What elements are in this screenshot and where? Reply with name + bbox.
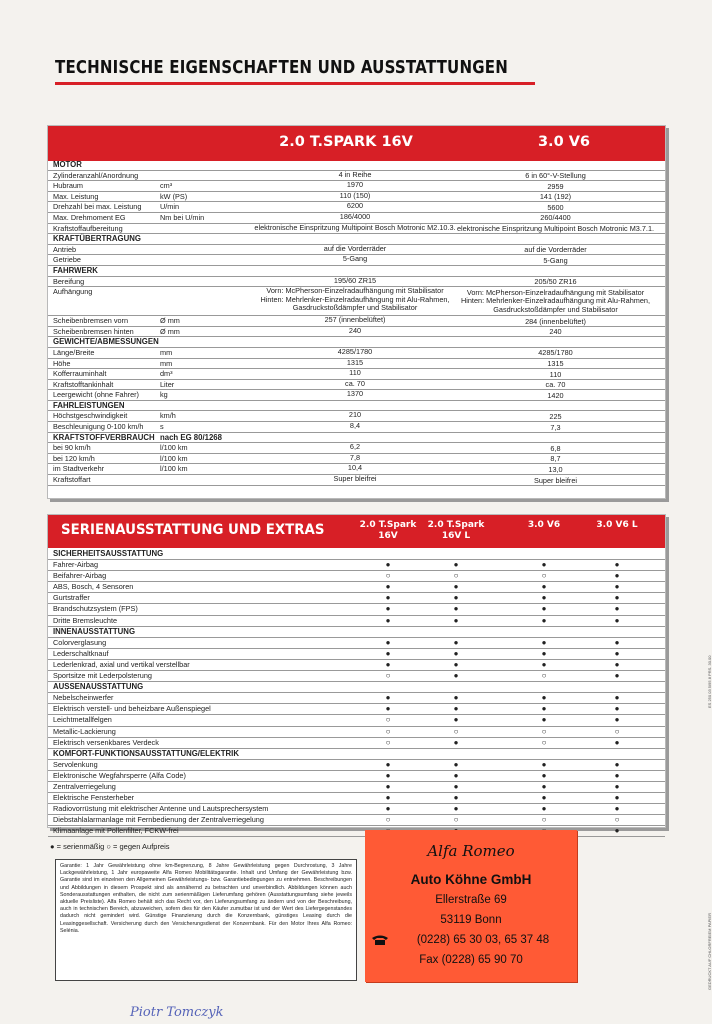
equipment-row [48, 738, 665, 749]
optional-mark: ○ [385, 726, 391, 736]
standard-mark: ● [385, 659, 391, 669]
spec-value-2-0: 8,4 [349, 421, 361, 431]
spec-value-3-0: 1420 [547, 390, 564, 400]
specs-col-header-2: 3.0 V6 [537, 134, 591, 150]
equipment-label: Gurtstraffer [53, 593, 90, 603]
spec-unit: s [160, 422, 164, 432]
standard-mark: ● [453, 704, 459, 714]
guarantee-text: Garantie: 1 Jahr Gewährleistung ohne km-Begrenzung, 8 Jahre Gewährleistung gegen Durchrostung, 3 Jahre Lackgewährleistung, 1 Jahr europaweite Alfa Romeo Mobilitätsgarantie. Inhalt und Umfang der Gewährleistung bzw. Garantie sind im einzelnen den Allgemeinen Gewährleistungs- bzw. Garantiebedingungen zu entnehmen. Beschreibungen und Abbildungen in diesem Prospekt sind als annähernd zu betrachten und unverbindlich. Abbildungen können auch Sonderausstattungen enthalten, die nicht zum serienmäßigen Lieferumfang gehören (Ausstattungsumfang siehe jeweils aktuelle Preisliste). Alfa Romeo behält sich das Recht vor, den Lieferungsumfang zu ändern und von der Beschreibung, auch in technischen Bereich, abzuweichen, sofern dies für den Käufer zumutbar ist und der Wert des Liefergegenstandes dadurch nicht gemindert wird. Günstige Finanzierung durch die Konzernbank, günstiges Leasing durch die Leasinggesellschaft. Versicherung durch den Versicherungsdienst der Konzernbank. Für den Motor Ihres Alfa Romeo: Selénia. [60, 863, 352, 934]
equipment-table [48, 549, 665, 837]
spec-value-2-0: 195/60 ZR15 [333, 275, 377, 285]
equipment-row [48, 727, 665, 738]
equipment-label: Elektrisch verstell- und beheizbare Außenspiegel [53, 704, 211, 714]
spec-value-2-0: 110 [349, 368, 361, 378]
spec-value-3-0: elektronische Einspritzung Multipoint Bosch Motronic M3.7.1. [456, 224, 655, 234]
standard-mark: ● [541, 693, 547, 703]
spec-section-heading [48, 266, 665, 277]
standard-mark: ● [453, 804, 459, 814]
standard-mark: ● [541, 560, 547, 570]
equipment-col-header: 3.0 V6 L [596, 520, 638, 530]
optional-mark: ○ [385, 737, 391, 747]
spec-label: FAHRWERK [53, 265, 98, 275]
standard-mark: ● [453, 793, 459, 803]
equipment-label: Servolenkung [53, 759, 98, 769]
equipment-row [48, 715, 665, 726]
standard-mark: ● [541, 615, 547, 625]
spec-value-2-0: auf die Vorderräder [323, 243, 387, 253]
spec-label: Kofferrauminhalt [53, 369, 107, 379]
spec-label: Bereifung [53, 276, 85, 286]
spec-unit: l/100 km [160, 464, 188, 474]
standard-mark: ● [453, 737, 459, 747]
equipment-row [48, 771, 665, 782]
spec-unit: Nm bei U/min [160, 212, 205, 222]
equipment-section-heading [48, 749, 665, 760]
equipment-col-header: 2.0 T.Spark 16V [359, 520, 417, 541]
spec-label: KRAFTÜBERTRAGUNG [53, 234, 141, 244]
spec-label: KRAFTSTOFFVERBRAUCH [53, 432, 155, 442]
equipment-col-header: 3.0 V6 [527, 520, 561, 530]
equipment-title: SERIENAUSSTATTUNG UND EXTRAS [61, 522, 325, 538]
equipment-label: SICHERHEITSAUSSTATTUNG [53, 549, 164, 558]
equipment-label: Brandschutzsystem (FPS) [53, 604, 138, 614]
page-title: TECHNISCHE EIGENSCHAFTEN UND AUSSTATTUNGEN [55, 58, 508, 78]
equipment-row [48, 593, 665, 604]
specs-col-header-1: 2.0 T.SPARK 16V [279, 134, 413, 150]
spec-value-3-0: 5-Gang [543, 255, 568, 265]
dealer-city: 53119 Bonn [440, 914, 502, 926]
standard-mark: ● [453, 593, 459, 603]
spec-label: bei 90 km/h [53, 443, 91, 453]
standard-mark: ● [541, 759, 547, 769]
spec-label: Länge/Breite [53, 347, 95, 357]
standard-mark: ● [453, 615, 459, 625]
standard-mark: ● [614, 693, 620, 703]
standard-mark: ● [614, 615, 620, 625]
spec-unit: l/100 km [160, 453, 188, 463]
optional-mark: ○ [541, 815, 547, 825]
spec-row [48, 213, 665, 224]
equipment-label: INNENAUSSTATTUNG [53, 626, 136, 636]
equipment-section-heading [48, 682, 665, 693]
optional-mark: ○ [614, 815, 620, 825]
equipment-row [48, 760, 665, 771]
spec-value-3-0: 1315 [547, 359, 564, 368]
equipment-label: Elektrisch versenkbares Verdeck [53, 737, 159, 747]
technical-specs-panel [47, 125, 666, 499]
spec-value-3-0: 6 in 60°-V-Stellung [525, 171, 586, 181]
standard-mark: ● [614, 582, 620, 592]
standard-mark: ● [614, 648, 620, 658]
standard-mark: ● [385, 648, 391, 658]
spec-value-2-0: 7,8 [349, 452, 361, 462]
spec-label: Scheibenbremsen hinten [53, 326, 134, 336]
equipment-label: Radiovorrüstung mit elektrischer Antenne und Lautsprechersystem [53, 804, 269, 814]
spec-label: bei 120 km/h [53, 453, 95, 463]
spec-row [48, 422, 665, 433]
optional-mark: ○ [385, 715, 391, 725]
spec-row [48, 287, 665, 316]
standard-mark: ● [541, 804, 547, 814]
equipment-row [48, 616, 665, 627]
standard-mark: ● [385, 793, 391, 803]
standard-mark: ● [541, 648, 547, 658]
standard-mark: ● [614, 737, 620, 747]
equipment-label: Zentralverriegelung [53, 781, 116, 791]
spec-value-2-0: 110 (150) [339, 190, 371, 200]
standard-mark: ● [453, 759, 459, 769]
equipment-panel [47, 514, 666, 836]
equipment-row [48, 649, 665, 660]
standard-mark: ● [385, 604, 391, 614]
standard-mark: ● [453, 715, 459, 725]
spec-label: Kraftstoffart [53, 475, 91, 485]
spec-label: Hubraum [53, 181, 84, 191]
spec-row [48, 390, 665, 401]
standard-mark: ● [453, 637, 459, 647]
standard-mark: ● [614, 715, 620, 725]
dealer-street: Ellerstraße 69 [435, 894, 507, 906]
spec-label: Höhe [53, 358, 71, 368]
guarantee-box [55, 859, 357, 981]
spec-value-3-0: Super bleifrei [534, 475, 577, 485]
spec-value-3-0: 8,7 [550, 454, 561, 464]
equipment-label: Elektrische Fensterheber [53, 793, 135, 803]
equipment-label: ABS, Bosch, 4 Sensoren [53, 582, 134, 592]
standard-mark: ● [541, 770, 547, 780]
optional-mark: ○ [385, 815, 391, 825]
spec-value-2-0: 6200 [346, 201, 364, 211]
dealer-name: Auto Köhne GmbH [410, 872, 532, 887]
spec-value-3-0: 6,8 [550, 443, 561, 453]
equipment-label: Lederschaltknauf [53, 648, 109, 658]
standard-mark: ● [453, 693, 459, 703]
standard-mark: ● [614, 804, 620, 814]
standard-mark: ● [385, 637, 391, 647]
spec-value-3-0: 2959 [547, 181, 564, 191]
standard-mark: ● [541, 604, 547, 614]
standard-mark: ● [385, 693, 391, 703]
standard-mark: ● [453, 659, 459, 669]
spec-value-3-0: 240 [549, 327, 562, 337]
standard-mark: ● [614, 560, 620, 570]
standard-mark: ● [614, 671, 620, 681]
spec-label: Antrieb [53, 244, 77, 254]
spec-label: Aufhängung [53, 287, 93, 297]
spec-value-2-0: 1315 [346, 357, 364, 367]
standard-mark: ● [614, 793, 620, 803]
standard-mark: ● [614, 604, 620, 614]
spec-value-2-0: Super bleifrei [333, 474, 377, 484]
spec-label: Max. Drehmoment EG [53, 212, 126, 222]
equipment-section-heading [48, 627, 665, 638]
optional-mark: ○ [541, 671, 547, 681]
standard-mark: ● [385, 704, 391, 714]
optional-mark: ○ [614, 726, 620, 736]
equipment-row [48, 582, 665, 593]
standard-mark: ● [614, 704, 620, 714]
spec-value-2-0: 186/4000 [339, 211, 371, 221]
standard-mark: ● [541, 793, 547, 803]
spec-value-3-0: ca. 70 [545, 380, 566, 390]
spec-section-heading [48, 160, 665, 171]
equipment-label: Elektronische Wegfahrsperre (Alfa Code) [53, 770, 186, 780]
spec-row [48, 255, 665, 266]
optional-mark: ○ [453, 726, 459, 736]
spec-value-3-0: 5600 [547, 202, 564, 212]
spec-value-2-0: ca. 70 [345, 378, 365, 388]
title-underline [55, 82, 535, 85]
spec-value-2-0: 240 [348, 325, 362, 335]
spec-row [48, 327, 665, 338]
spec-value-3-0: 205/50 ZR16 [534, 277, 577, 287]
spec-label: Kraftstoffaufbereitung [53, 223, 123, 233]
spec-value-2-0: 257 (innenbelüftet) [324, 315, 386, 325]
standard-mark: ● [614, 781, 620, 791]
optional-mark: ○ [385, 671, 391, 681]
standard-mark: ● [541, 582, 547, 592]
spec-value-2-0: 6,2 [349, 442, 361, 452]
standard-mark: ● [614, 770, 620, 780]
standard-mark: ● [614, 571, 620, 581]
margin-print-note: GEDRUCKT AUF CHLORFREIEM PAPIER [707, 913, 712, 990]
equipment-row [48, 704, 665, 715]
spec-value-2-0: 4 in Reihe [338, 169, 372, 179]
spec-value-3-0: 110 [549, 369, 562, 379]
equipment-row [48, 571, 665, 582]
standard-mark: ● [385, 781, 391, 791]
standard-mark: ● [453, 648, 459, 658]
standard-mark: ● [541, 637, 547, 647]
equipment-label: Fahrer-Airbag [53, 560, 99, 570]
spec-unit: l/100 km [160, 443, 188, 453]
spec-row [48, 475, 665, 486]
standard-mark: ● [541, 593, 547, 603]
spec-label: FAHRLEISTUNGEN [53, 400, 125, 410]
spec-value-2-0: Vorn: McPherson-Einzelradaufhängung mit Stabilisator Hinten: Mehrlenker-Einzelradaufhängung mit Alu-Rahmen, Gasdruckstoßdämpfer und Stabilisator [260, 286, 450, 313]
spec-value-2-0: elektronische Einspritzung Multipoint Bosch Motronic M2.10.3. [254, 222, 456, 232]
standard-mark: ● [385, 770, 391, 780]
equipment-label: Sportsitze mit Lederpolsterung [53, 671, 152, 681]
optional-mark: ○ [453, 571, 459, 581]
standard-mark: ● [614, 593, 620, 603]
legend: ● = serienmäßig ○ = gegen Aufpreis [50, 842, 170, 851]
standard-mark: ● [453, 560, 459, 570]
equipment-row [48, 815, 665, 826]
spec-value-3-0: 141 (192) [539, 192, 572, 202]
spec-unit: Ø mm [160, 326, 180, 336]
standard-mark: ● [541, 659, 547, 669]
spec-value-3-0: 4285/1780 [538, 348, 573, 358]
equipment-row [48, 638, 665, 649]
optional-mark: ○ [541, 726, 547, 736]
equipment-label: Lederlenkrad, axial und vertikal verstellbar [53, 659, 190, 669]
handwritten-signature: Piotr Tomczyk [130, 1005, 224, 1020]
spec-value-3-0: 284 (innenbelüftet) [525, 316, 586, 326]
spec-label: im Stadtverkehr [53, 464, 105, 474]
margin-print-code: ES 250 03 5/95 8 PRS. 30.00 [707, 655, 712, 708]
standard-mark: ● [541, 704, 547, 714]
equipment-row [48, 693, 665, 704]
standard-mark: ● [453, 781, 459, 791]
standard-mark: ● [385, 804, 391, 814]
spec-label: Max. Leistung [53, 191, 99, 201]
equipment-label: Nebelscheinwerfer [53, 693, 114, 703]
optional-mark: ○ [385, 571, 391, 581]
standard-mark: ● [385, 593, 391, 603]
standard-mark: ● [453, 582, 459, 592]
optional-mark: ○ [453, 815, 459, 825]
spec-unit: km/h [160, 411, 176, 421]
dealer-stamp [365, 830, 577, 982]
equipment-col-header: 2.0 T.Spark 16V L [427, 520, 485, 541]
standard-mark: ● [385, 560, 391, 570]
spec-value-2-0: 5-Gang [342, 254, 368, 264]
standard-mark: ● [385, 759, 391, 769]
equipment-row [48, 604, 665, 615]
spec-unit: U/min [160, 202, 180, 212]
equipment-label: Beifahrer-Airbag [53, 571, 107, 581]
spec-unit: cm³ [160, 181, 173, 191]
spec-value-3-0: 260/4400 [540, 213, 571, 223]
spec-value-3-0: 225 [549, 411, 562, 421]
equipment-row [48, 560, 665, 571]
optional-mark: ○ [541, 571, 547, 581]
spec-label: Höchstgeschwindigkeit [53, 411, 128, 421]
standard-mark: ● [453, 671, 459, 681]
spec-label: Beschleunigung 0-100 km/h [53, 422, 144, 432]
specs-table [48, 160, 665, 486]
spec-unit: dm³ [160, 369, 173, 379]
spec-row [48, 224, 665, 235]
spec-unit: mm [160, 347, 173, 357]
spec-unit: kg [160, 390, 168, 400]
standard-mark: ● [453, 604, 459, 614]
spec-label: GEWICHTE/ABMESSUNGEN [53, 337, 159, 347]
dealer-fax: Fax (0228) 65 90 70 [419, 954, 523, 966]
spec-value-3-0: 13,0 [548, 464, 563, 474]
spec-value-3-0: 7,3 [550, 422, 561, 432]
equipment-header-bar [48, 515, 665, 548]
spec-value-2-0: 10,4 [347, 463, 363, 473]
equipment-row [48, 793, 665, 804]
spec-value-3-0: auf die Vorderräder [524, 245, 587, 255]
spec-label: Kraftstofftankinhalt [53, 379, 114, 389]
equipment-label: Klimaanlage mit Pollenfilter, FCKW-frei [53, 826, 179, 836]
equipment-row [48, 782, 665, 793]
spec-value-2-0: 210 [348, 410, 362, 420]
equipment-label: Metallic-Lackierung [53, 726, 116, 736]
standard-mark: ● [541, 781, 547, 791]
standard-mark: ● [614, 637, 620, 647]
equipment-label: AUSSENAUSSTATTUNG [53, 682, 144, 692]
spec-value-2-0: 4285/1780 [337, 346, 373, 356]
spec-label: Drehzahl bei max. Leistung [53, 202, 142, 212]
dealer-phone: (0228) 65 30 03, 65 37 48 [416, 934, 550, 946]
spec-label: Getriebe [53, 255, 81, 265]
equipment-label: Diebstahlalarmanlage mit Fernbedienung der Zentralverriegelung [53, 815, 264, 825]
spec-label: Zylinderanzahl/Anordnung [53, 170, 139, 180]
spec-label: MOTOR [53, 160, 82, 169]
specs-header-bar [48, 126, 665, 161]
dealer-brand: Alfa Romeo [427, 842, 515, 860]
standard-mark: ● [453, 770, 459, 780]
spec-value-2-0: 1370 [346, 389, 364, 399]
spec-label: Scheibenbremsen vorn [53, 316, 129, 326]
standard-mark: ● [385, 615, 391, 625]
equipment-label: Leichtmetallfelgen [53, 715, 112, 725]
optional-mark: ○ [541, 737, 547, 747]
equipment-label: KOMFORT-FUNKTIONSAUSSTATTUNG/ELEKTRIK [53, 748, 239, 758]
spec-label: Leergewicht (ohne Fahrer) [53, 390, 139, 400]
equipment-label: Dritte Bremsleuchte [53, 615, 118, 625]
spec-value-2-0: 1970 [346, 180, 364, 190]
standard-mark: ● [614, 759, 620, 769]
standard-mark: ● [614, 826, 620, 836]
equipment-row [48, 804, 665, 815]
spec-unit: mm [160, 358, 173, 368]
equipment-row [48, 671, 665, 682]
spec-unit: Ø mm [160, 316, 180, 326]
spec-row [48, 348, 665, 359]
standard-mark: ● [385, 582, 391, 592]
spec-unit: kW (PS) [160, 191, 188, 201]
equipment-section-heading [48, 549, 665, 560]
standard-mark: ● [541, 715, 547, 725]
spec-unit: nach EG 80/1268 [160, 432, 222, 442]
equipment-row [48, 660, 665, 671]
standard-mark: ● [614, 659, 620, 669]
spec-unit: Liter [160, 379, 175, 389]
spec-value-3-0: Vorn: McPherson-Einzelradaufhängung mit Stabilisator Hinten: Mehrlenker-Einzelradaufhängung mit Alu-Rahmen, Gasdruckstoßdämpfer und Stabilisator [460, 287, 650, 314]
equipment-label: Colorverglasung [53, 637, 107, 647]
